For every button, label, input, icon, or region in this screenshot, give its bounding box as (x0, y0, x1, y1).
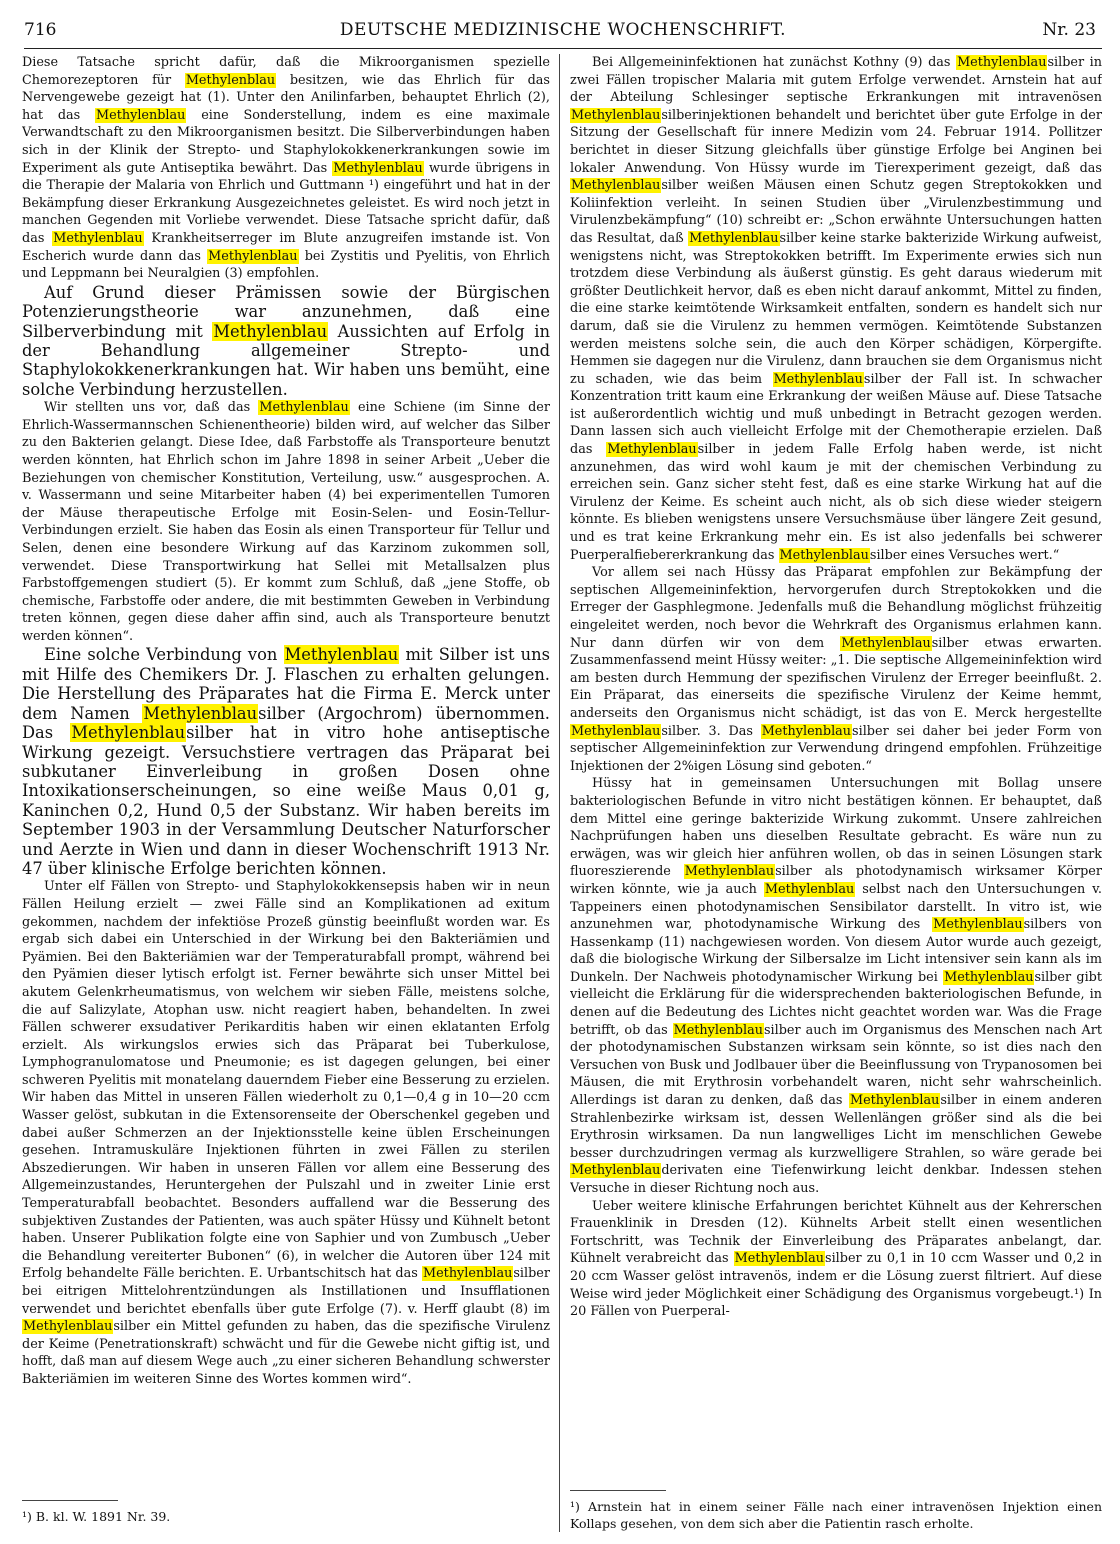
highlighted-term: Methylenblau (684, 864, 775, 880)
paragraph: Bei Allgemeininfektionen hat zunächst Kothny (9) das Methylenblausilber in zwei Fällen tropischer Malaria mit gutem Erfolge verwendet. Arnstein hat auf der Abteilung Schlesinger septische Erkrankungen mit intravenösen Methylenblausilberinjektionen behandelt und berichtet über gute Erfolge in der Sitzung der Gesellschaft für innere Medizin vom 24. Februar 1914. Pollitzer berichtet in dieser Sitzung gleichfalls über günstige Erfolge bei Anginen bei lokaler Anwendung. Von Hüssy wurde im Tierexperiment gezeigt, daß das Methylenblausilber weißen Mäusen einen Schutz gegen Streptokokken und Koliinfektion verleiht. In seinen Studien über „Virulenzbestimmung und Virulenzbekämpfung“ (10) schreibt er: „Schon erwähnte Untersuchungen hatten das Resultat, daß Methylenblausilber keine starke bakterizide Wirkung aufweist, wenigstens nicht, was Streptokokken betrifft. Im Experimente erwies sich nun trotzdem diese Verbindung als äußerst günstig. Es geht daraus wiederum mit größter Deutlichkeit hervor, daß es eben nicht darauf ankommt, Mittel zu finden, die eine starke keimtötende Wirksamkeit entfalten, sondern es handelt sich nur darum, daß sie die Virulenz zu hemmen vermögen. Keimtötende Substanzen werden meistens solche sein, die auch den Körper schädigen, Körpergifte. Hemmen sie dagegen nur die Virulenz, dann brauchen sie dem Organismus nicht zu schaden, wie das beim Methylenblausilber der Fall ist. In schwacher Konzentration tritt kaum eine Erkrankung der weißen Mäuse auf. Diese Tatsache ist außerordentlich wichtig und muß unbedingt in Betracht gezogen werden. Dann lassen sich auch vielleicht Erfolge mit der Chemotherapie erzielen. Daß das Methylenblausilber in jedem Falle Erfolg haben werde, ist nicht anzunehmen, das wird wohl kaum je mit der chemischen Verbindung zu erreichen sein. Ganz sicher steht fest, daß es eine starke Wirkung hat auf die Virulenz der Keime. Es scheint auch nicht, als ob sich diese wieder steigern könnte. Es blieben wenigstens unsere Versuchsmäuse über längere Zeit gesund, und es trat keine Erkrankung mehr ein. Es ist also jedenfalls bei schwerer Puerperalfiebererkrankung das Methylenblausilber eines Versuches wert.“ (570, 55, 1102, 563)
paragraph: Eine solche Verbindung von Methylenblau mit Silber ist uns mit Hilfe des Chemikers Dr. J. Flaschen zu erhalten gelungen. Die Herstellung des Präparates hat die Firma E. Merck unter dem Namen Methylenblausilber (Argochrom) übernommen. Das Methylenblausilber hat in vitro hohe antiseptische Wirkung gezeigt. Versuchstiere vertragen das Präparat bei subkutaner Einverleibung in großen Dosen ohne Intoxikationserscheinungen, so eine weiße Maus 0,01 g, Kaninchen 0,2, Hund 0,5 der Substanz. Wir haben bereits im September 1903 in der Versammlung Deutscher Naturforscher und Aerzte in Wien und dann in dieser Wochenschrift 1913 Nr. 47 über klinische Erfolge berichten können. (22, 645, 550, 878)
left-column (22, 54, 550, 1494)
paragraph: Hüssy hat in gemeinsamen Untersuchungen mit Bollag unsere bakteriologischen Befunde in vitro nicht bestätigen können. Er behauptet, daß dem Mittel eine geringe bakterizide Wirkung zukommt. Unsere zahlreichen Nachprüfungen haben uns dieselben Resultate gebracht. Es wäre nun zu erwägen, was wir gleich hier anführen wollen, ob das in seinen Lösungen stark fluoreszierende Methylenblausilber als photodynamisch wirksamer Körper wirken könnte, wie ja auch Methylenblau selbst nach den Untersuchungen v. Tappeiners einen photodynamischen Sensibilator darstellt. In vitro ist, wie anzunehmen war, photodynamische Wirkung des Methylenblausilbers von Hassenkamp (11) nachgewiesen worden. Von diesem Autor wurde auch gezeigt, daß die biologische Wirkung der Silbersalze im Licht intensiver sein kann als im Dunkeln. Der Nachweis photodynamischer Wirkung bei Methylenblausilber gibt vielleicht die Erklärung für die widersprechenden bakteriologischen Befunde, in denen auf die Bedeutung des Lichtes nicht geachtet worden war. Was die Frage betrifft, ob das Methylenblausilber auch im Organismus des Menschen nach Art der photodynamischen Substanzen wirksam sein könnte, so ist dies nach den Versuchen von Busk und Jodlbauer über die Beeinflussung von Trypanosomen bei Mäusen, die mit Erythrosin vorbehandelt waren, nicht sehr wahrscheinlich. Allerdings ist daran zu denken, daß das Methylenblausilber in einem anderen Strahlenbezirke wirksam ist, dessen Wellenlängen größer sind als die bei Erythrosin wirksamen. Da nun langwelliges Licht im menschlichen Gewebe besser durchzudringen vermag als kurzwelligere Strahlen, so wäre gerade bei Methylenblauderivaten eine Tiefenwirkung leicht denkbar. Indessen stehen Versuche in dieser Richtung noch aus. (570, 776, 1102, 1196)
footnote-left: ¹) B. kl. W. 1891 Nr. 39. (22, 1509, 171, 1524)
paragraph: Ueber weitere klinische Erfahrungen berichtet Kühnelt aus der Kehrerschen Frauenklinik in Dresden (12). Kühnelts Arbeit stellt einen wesentlichen Fortschritt, was Technik der Einverleibung des Präparates anbelangt, dar. Kühnelt verabreicht das Methylenblausilber zu 0,1 in 10 ccm Wasser und 0,2 in 20 ccm Wasser gelöst intravenös, indem er die Lösung zuerst filtriert. Auf diese Weise wird jeder Möglichkeit einer Schädigung des Organismus vorgebeugt.¹) In 20 Fällen von Puerperal- (570, 1198, 1102, 1320)
highlighted-term: Methylenblau (571, 723, 661, 739)
highlighted-term: Methylenblau (284, 645, 399, 665)
highlighted-term: Methylenblau (933, 917, 1023, 933)
highlighted-term: Methylenblau (944, 969, 1034, 985)
highlighted-term: Methylenblau (53, 230, 143, 246)
highlighted-term: Methylenblau (957, 55, 1047, 70)
paragraph: Vor allem sei nach Hüssy das Präparat empfohlen zur Bekämpfung der septischen Allgemeininfektion, hervorgerufen durch Streptokokken und die Erreger der Gasphlegmone. Jedenfalls muß die Behandlung möglichst frühzeitig eingeleitet werden, noch bevor die Wehrkraft des Organismus erlahmen kann. Nur dann dürfen wir von dem Methylenblausilber etwas erwarten. Zusammenfassend meint Hüssy weiter: „1. Die septische Allgemeininfektion wird am besten durch Hemmung der spezifischen Virulenz der Erreger beeinflußt. 2. Ein Präparat, das einerseits die spezifische Virulenz der Keime hemmt, anderseits den Organismus nicht schädigt, ist das von E. Merck hergestellte Methylenblausilber. 3. Das Methylenblausilber sei daher bei jeder Form von septischer Allgemeininfektion zur Verwendung dringend empfohlen. Frühzeitige Injektionen der 2%igen Lösung sind geboten.“ (570, 565, 1102, 774)
paragraph: Diese Tatsache spricht dafür, daß die Mikroorganismen spezielle Chemorezeptoren für Methylenblau besitzen, wie das Ehrlich für das Nervengewebe gezeigt hat (1). Unter den Anilinfarben, behauptet Ehrlich (2), hat das Methylenblau eine Sonderstellung, indem es eine maximale Verwandtschaft zu den Mikroorganismen besitzt. Die Silberverbindungen haben sich in der Klinik der Strepto- und Staphylokokkenerkrankungen sowie im Experiment als gute Antiseptika bewährt. Das Methylenblau wurde übrigens in die Therapie der Malaria von Ehrlich und Guttmann ¹) eingeführt und hat in der Bekämpfung dieser Erkrankung Ausgezeichnetes geleistet. Es wird noch jetzt in manchen Gegenden mit Vorliebe verwendet. Diese Tatsache spricht dafür, daß das Methylenblau Krankheitserreger im Blute anzugreifen imstande ist. Von Escherich wurde dann das Methylenblau bei Zystitis und Pyelitis, von Ehrlich und Leppmann bei Neuralgien (3) empfohlen. (22, 55, 550, 282)
page-header (24, 18, 1102, 49)
highlighted-term: Methylenblau (571, 107, 661, 123)
highlighted-term: Methylenblau (143, 703, 258, 723)
footnote-rule-right (570, 1490, 666, 1491)
highlighted-term: Methylenblau (689, 230, 779, 246)
highlighted-term: Methylenblau (773, 371, 863, 387)
highlighted-term: Methylenblau (423, 1266, 513, 1282)
highlighted-term: Methylenblau (23, 1319, 113, 1335)
highlighted-term: Methylenblau (571, 1163, 661, 1179)
highlighted-term: Methylenblau (571, 178, 661, 194)
journal-title: DEUTSCHE MEDIZINISCHE WOCHENSCHRIFT. (339, 20, 787, 40)
highlighted-term: Methylenblau (208, 248, 298, 264)
highlighted-term: Methylenblau (764, 881, 855, 897)
footnote-right: ¹) Arnstein hat in einem seiner Fälle nach einer intravenösen Injektion einen Kollaps gesehen, von dem sich aber die Patientin rasch erholte. (570, 1499, 1102, 1531)
highlighted-term: Methylenblau (213, 321, 328, 341)
highlighted-term: Methylenblau (71, 723, 186, 743)
paragraph: Unter elf Fällen von Strepto- und Staphylokokkensepsis haben wir in neun Fällen Heilung erzielt — zwei Fälle sind an Komplikationen ad exitum gekommen, nachdem der infektiöse Prozeß günstig beeinflußt worden war. Es ergab sich dabei ein Unterschied in der Wirkung bei den Bakteriämien und Pyämien. Bei den Bakteriämien war der Temperaturabfall prompt, während bei den Pyämien dieser lytisch erfolgt ist. Ferner bewährte sich unser Mittel bei akutem Gelenkrheumatismus, von welchem wir sieben Fälle, meistens solche, die auf Salizylate, Atophan usw. nicht reagiert haben, behandelten. In zwei Fällen schwerer exsudativer Perikarditis haben wir einen eklatanten Erfolg erzielt. Als wirkungslos erwies sich das Präparat bei Tuberkulose, Lymphogranulomatose und Pneumonie; es ist dagegen gelungen, bei einer schweren Pyelitis mit monatelang dauerndem Fieber eine Besserung zu erzielen. Wir haben das Mittel in unseren Fällen wiederholt zu 0,1—0,4 g in 10—20 ccm Wasser gelöst, subkutan in die Extensorenseite der Oberschenkel gegeben und dabei außer Schmerzen an der Injektionsstelle keine üblen Erscheinungen gesehen. Intramuskuläre Injektionen führten in zwei Fällen zu sterilen Abszedierungen. Wir haben in unseren Fällen vor allem eine Besserung des Allgemeinzustandes, Heruntergehen der Pulszahl und in zweiter Linie erst Temperaturabfall beobachtet. Besonders auffallend war die Besserung des subjektiven Zustandes der Patienten, was auch später Hüssy und Kühnelt betont haben. Unserer Publikation folgte eine von Saphier und von Zumbusch „Ueber die Behandlung vereiterter Bubonen“ (6), in welcher die Autoren über 124 mit Erfolg behandelte Fälle berichten. E. Urbantschitsch hat das Methylenblausilber bei eitrigen Mittelohrentzündungen als Instillationen und Insufflationen verwendet und berichtet ebenfalls über gute Erfolge (7). v. Herff glaubt (8) im Methylenblausilber ein Mittel gefunden zu haben, das die spezifische Virulenz der Keime (Penetrationskraft) schwächt und für die Gewebe nicht giftig ist, und hofft, daß man auf diesem Wege auch „zu einer sicheren Behandlung schwerster Bakteriämien im weiteren Sinne des Wortes kommen wird“. (22, 879, 550, 1387)
page-number: 716 (24, 20, 57, 40)
highlighted-term: Methylenblau (761, 723, 852, 739)
highlighted-term: Methylenblau (96, 107, 186, 123)
column-divider (559, 54, 560, 1532)
issue-number: Nr. 23 (1042, 20, 1096, 40)
footnote-rule-left (22, 1500, 118, 1501)
highlighted-term: Methylenblau (734, 1251, 824, 1267)
paragraph: Wir stellten uns vor, daß das Methylenblau eine Schiene (im Sinne der Ehrlich-Wassermannschen Schienentheorie) bilden wird, auf welcher das Silber zu den Bakterien gelangt. Diese Idee, daß Farbstoffe als Transporteure benutzt werden könnten, hat Ehrlich schon im Jahre 1898 in seiner Arbeit „Ueber die Beziehungen von chemischer Konstitution, Verteilung, usw.“ ausgesprochen. A. v. Wassermann und seine Mitarbeiter haben (4) bei experimentellen Tumoren der Mäuse therapeutische Erfolge mit Eosin-Selen- und Eosin-Tellur-Verbindungen erzielt. Sie haben das Eosin als einen Transporteur für Tellur und Selen, denen eine besondere Wirkung auf das Karzinom zukommen soll, verwendet. Diese Transportwirkung hat Sellei mit Metallsalzen plus Farbstoffgemengen studiert (5). Er kommt zum Schluß, daß „jene Stoffe, ob chemische, Farbstoffe oder andere, die mit bestimmten Geweben in Verbindung treten können, gegen diese daher affin sind, auch als Transporteure benutzt werden können“. (22, 400, 550, 644)
highlighted-term: Methylenblau (673, 1022, 763, 1038)
highlighted-term: Methylenblau (607, 442, 697, 458)
highlighted-term: Methylenblau (333, 160, 423, 176)
highlighted-term: Methylenblau (849, 1093, 940, 1109)
highlighted-term: Methylenblau (259, 400, 349, 416)
paragraph: Auf Grund dieser Prämissen sowie der Bürgischen Potenzierungstheorie war anzunehmen, daß eine Silberverbindung mit Methylenblau Aussichten auf Erfolg in der Behandlung allgemeiner Strepto- und Staphylokokkenerkrankungen hat. Wir haben uns bemüht, eine solche Verbindung herzustellen. (22, 282, 550, 399)
highlighted-term: Methylenblau (185, 72, 276, 88)
right-column (570, 54, 1102, 1524)
highlighted-term: Methylenblau (779, 547, 869, 563)
highlighted-term: Methylenblau (841, 635, 931, 651)
